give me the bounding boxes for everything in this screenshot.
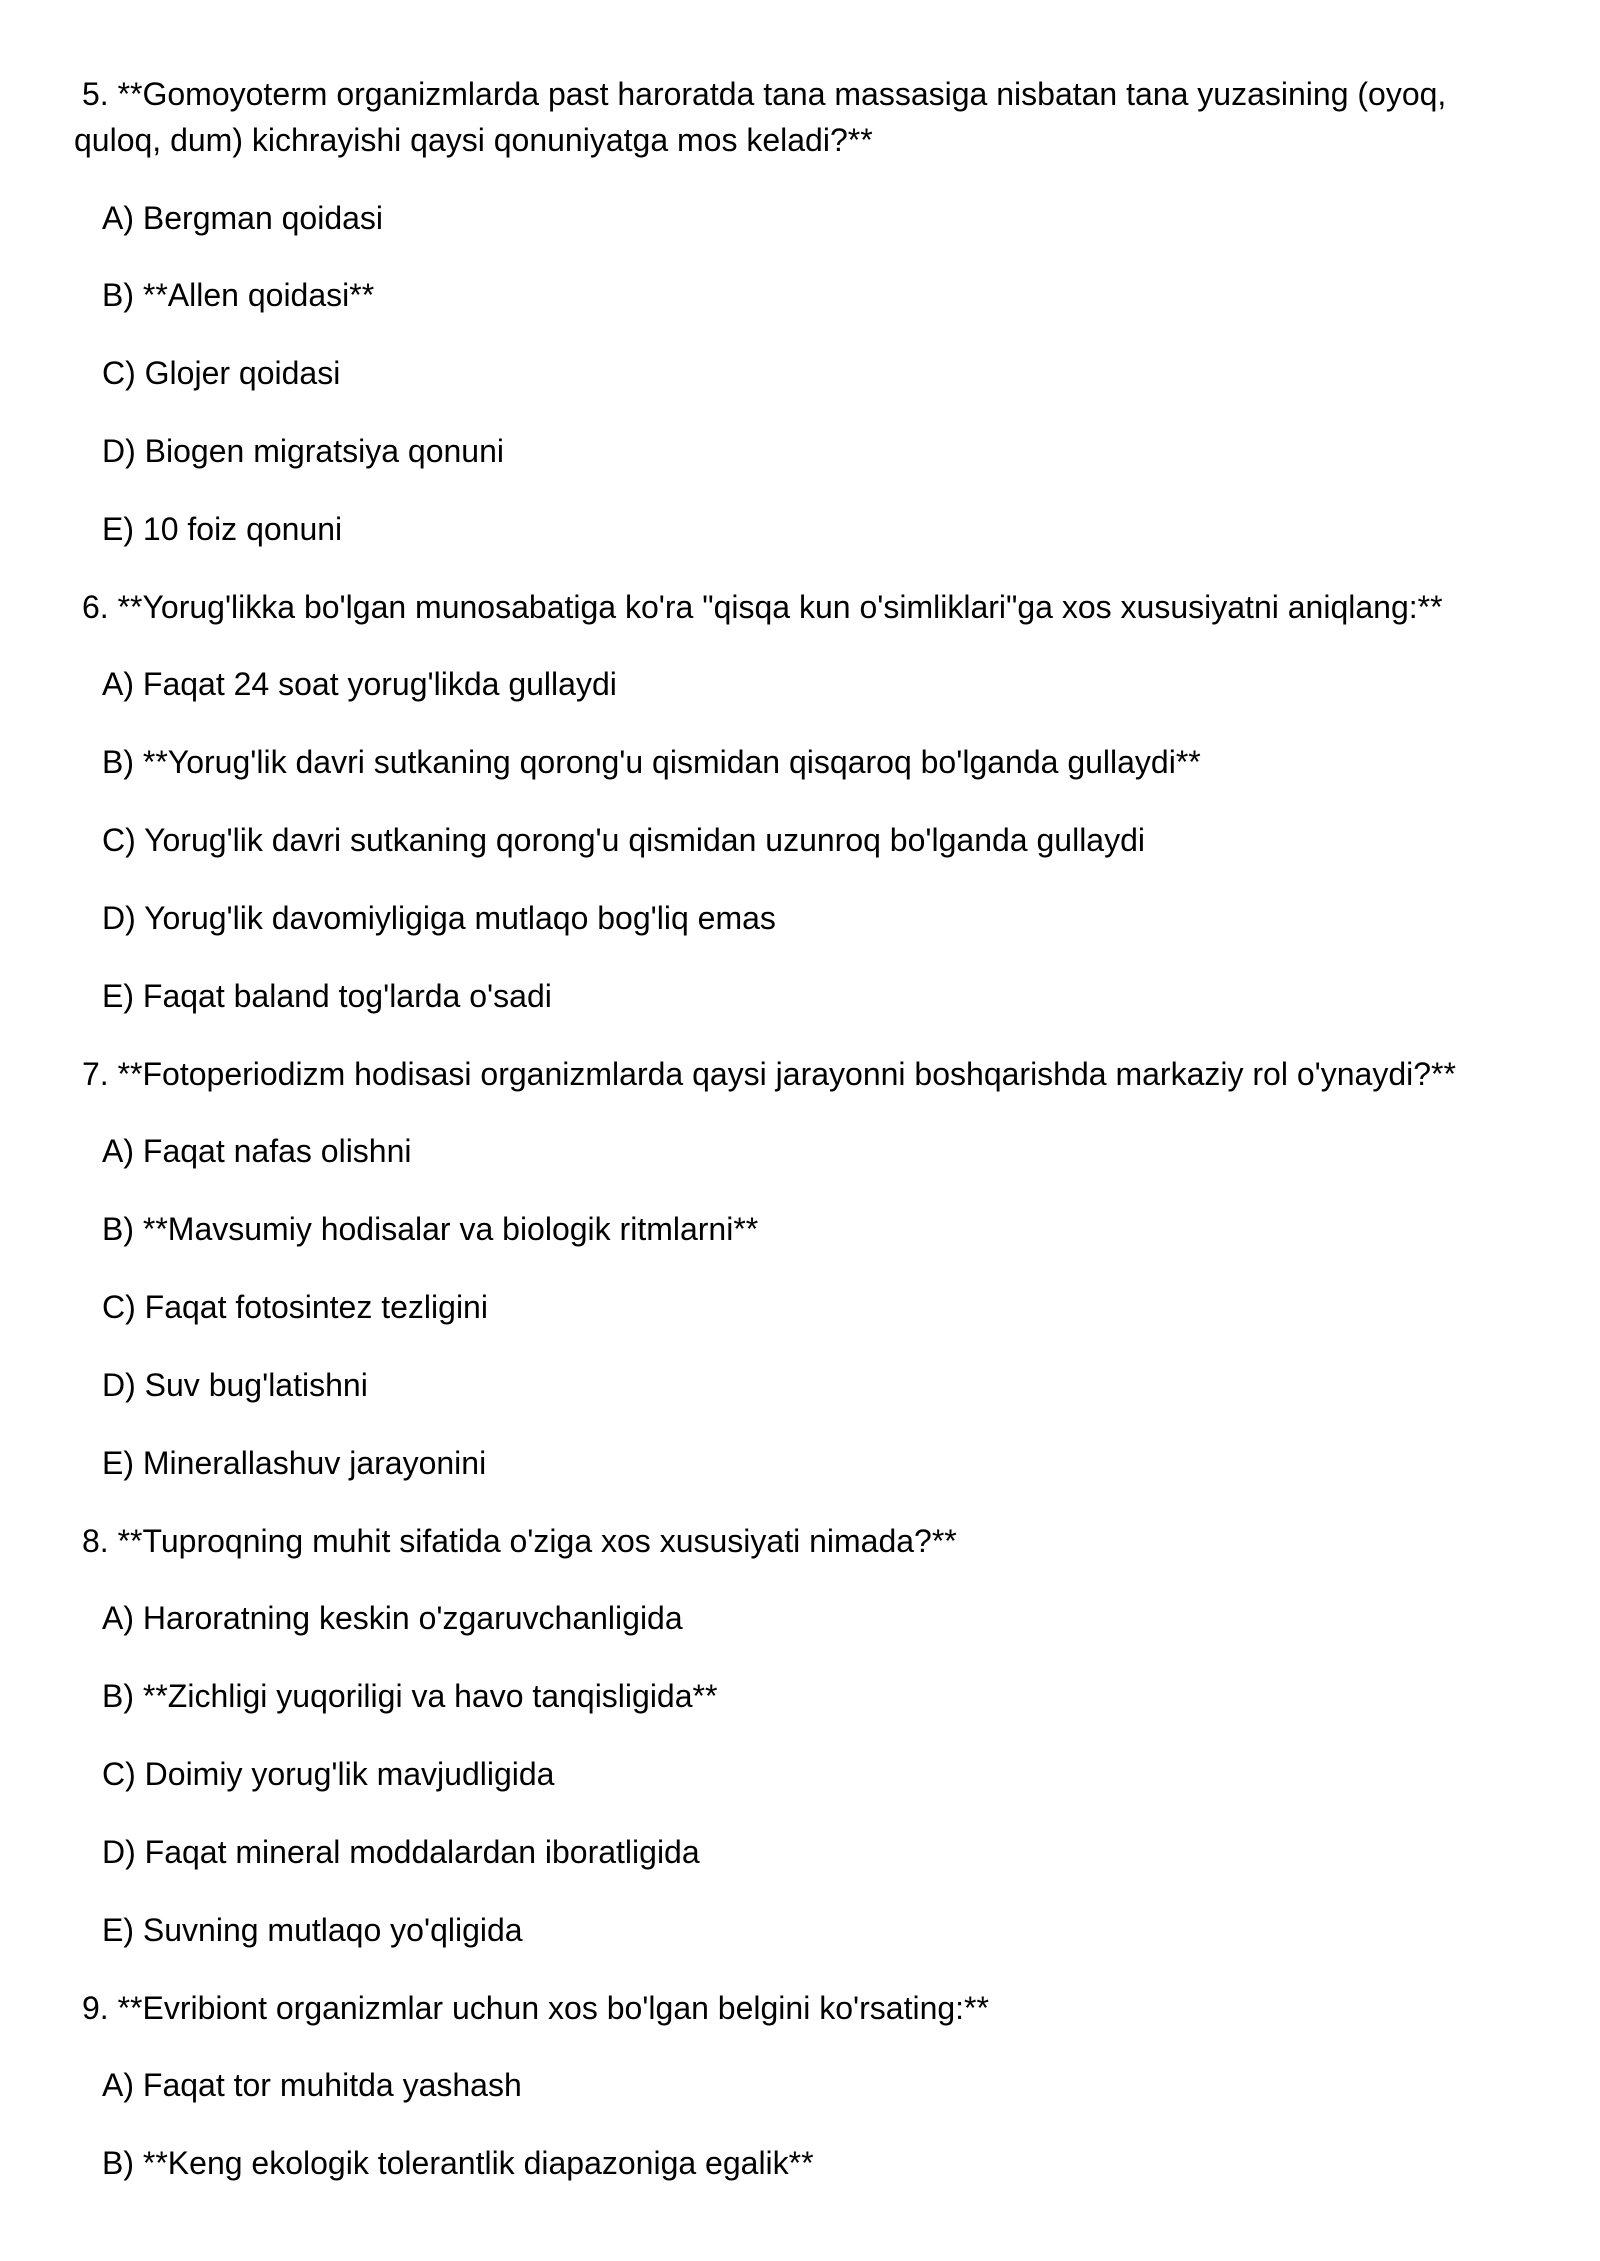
question-8-option-e: E) Suvning mutlaqo yo'qligida bbox=[102, 1912, 523, 1948]
question-5-text-line-2: quloq, dum) kichrayishi qaysi qonuniyatga mos keladi?** bbox=[74, 122, 873, 158]
question-6-option-e: E) Faqat baland tog'larda o'sadi bbox=[102, 978, 552, 1014]
question-8-option-c: C) Doimiy yorug'lik mavjudligida bbox=[102, 1756, 555, 1792]
question-5-option-e: E) 10 foiz qonuni bbox=[102, 511, 343, 547]
question-8-text: 8. **Tuproqning muhit sifatida o'ziga xos xususiyati nimada?** bbox=[82, 1523, 957, 1559]
question-8-option-b: B) **Zichligi yuqoriligi va havo tanqisligida** bbox=[102, 1678, 718, 1714]
question-5-option-b: B) **Allen qoidasi** bbox=[102, 277, 375, 313]
question-5-text-line-1: 5. **Gomoyoterm organizmlarda past haroratda tana massasiga nisbatan tana yuzasining (oyoq, bbox=[82, 76, 1447, 112]
question-8-option-a: A) Haroratning keskin o'zgaruvchanligida bbox=[102, 1600, 683, 1636]
question-5-option-d: D) Biogen migratsiya qonuni bbox=[102, 433, 504, 469]
question-6-option-b: B) **Yorug'lik davri sutkaning qorong'u qismidan qisqaroq bo'lganda gullaydi** bbox=[102, 744, 1201, 780]
question-6-text: 6. **Yorug'likka bo'lgan munosabatiga ko'ra "qisqa kun o'simliklari"ga xos xususiyatni aniqlang:** bbox=[82, 589, 1443, 625]
question-5-option-a: A) Bergman qoidasi bbox=[102, 200, 384, 236]
question-7-option-d: D) Suv bug'latishni bbox=[102, 1367, 368, 1403]
question-7-option-a: A) Faqat nafas olishni bbox=[102, 1133, 412, 1169]
question-9-option-b: B) **Keng ekologik tolerantlik diapazoniga egalik** bbox=[102, 2145, 814, 2181]
question-7-option-e: E) Minerallashuv jarayonini bbox=[102, 1445, 487, 1481]
question-7-option-c: C) Faqat fotosintez tezligini bbox=[102, 1289, 488, 1325]
question-8-option-d: D) Faqat mineral moddalardan iboratligida bbox=[102, 1834, 700, 1870]
question-7-option-b: B) **Mavsumiy hodisalar va biologik ritmlarni** bbox=[102, 1211, 759, 1247]
question-6-option-d: D) Yorug'lik davomiyligiga mutlaqo bog'liq emas bbox=[102, 900, 776, 936]
question-5-option-c: C) Glojer qoidasi bbox=[102, 355, 341, 391]
question-6-option-a: A) Faqat 24 soat yorug'likda gullaydi bbox=[102, 666, 617, 702]
question-9-text: 9. **Evribiont organizmlar uchun xos bo'lgan belgini ko'rsating:** bbox=[82, 1990, 989, 2026]
question-6-option-c: C) Yorug'lik davri sutkaning qorong'u qismidan uzunroq bo'lganda gullaydi bbox=[102, 822, 1145, 858]
question-9-option-a: A) Faqat tor muhitda yashash bbox=[102, 2067, 522, 2103]
question-7-text: 7. **Fotoperiodizm hodisasi organizmlarda qaysi jarayonni boshqarishda markaziy rol o'ynaydi?** bbox=[82, 1056, 1456, 1092]
